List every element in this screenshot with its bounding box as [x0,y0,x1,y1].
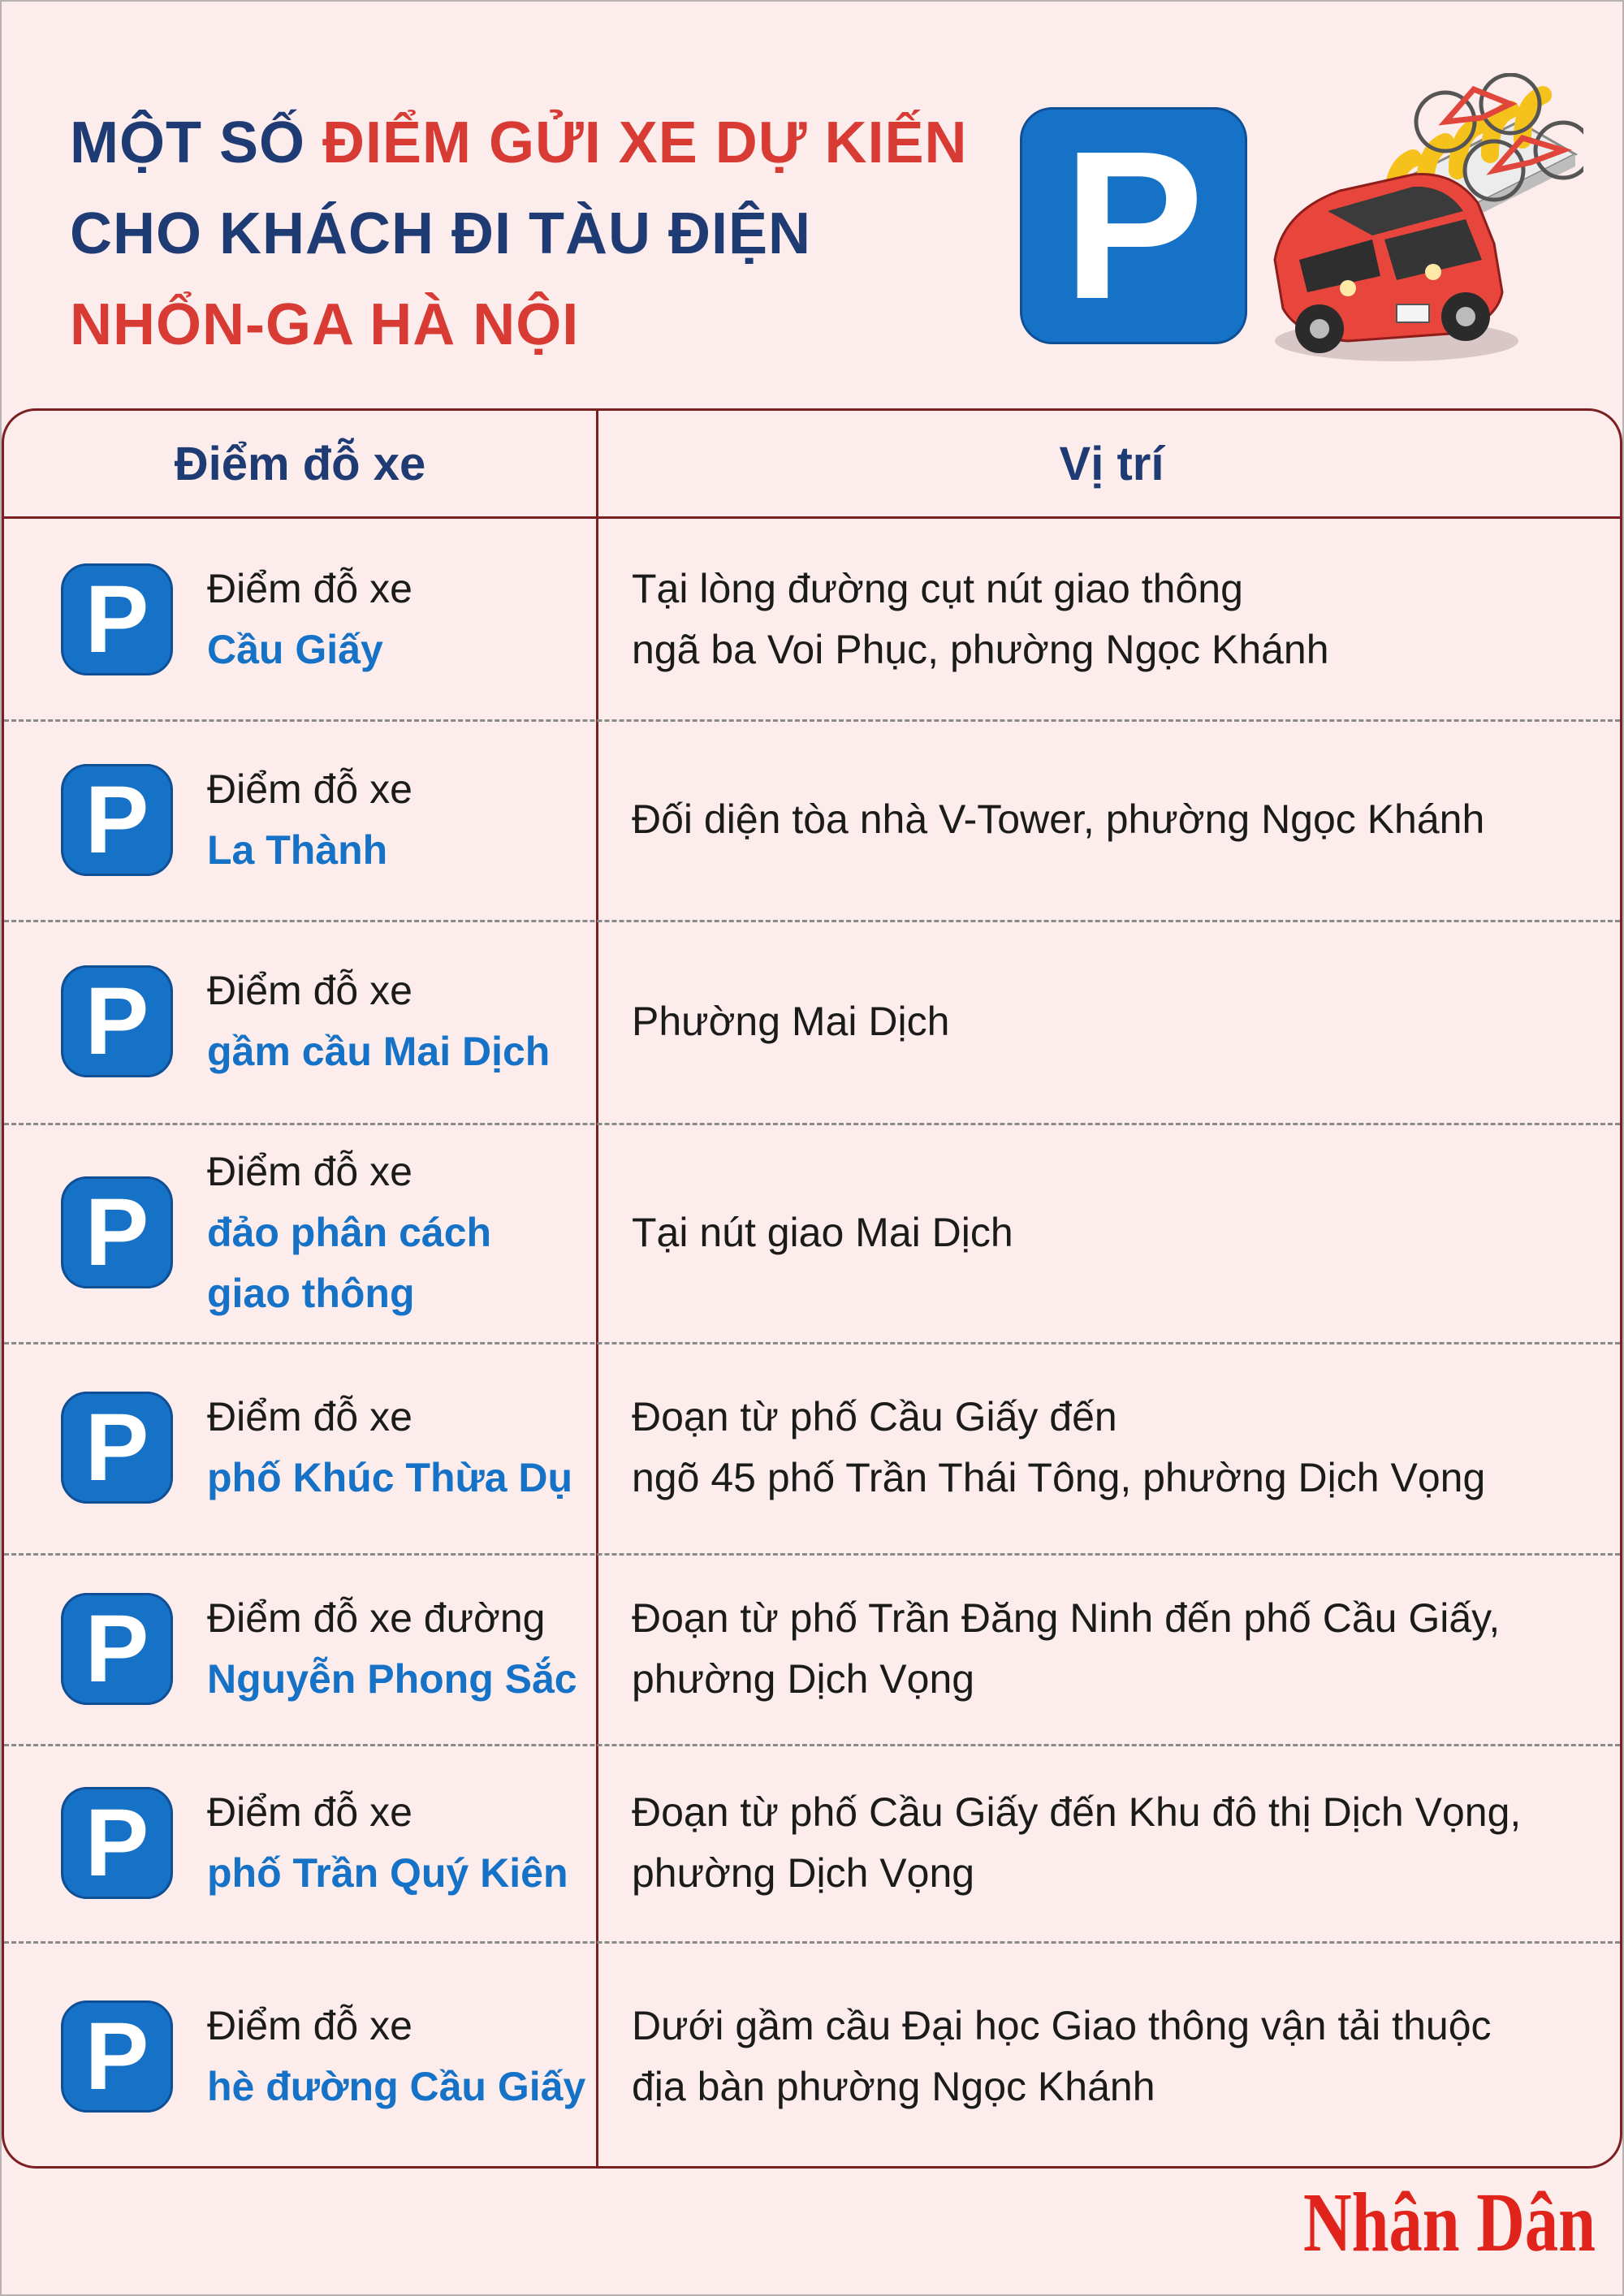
location-line: địa bàn phường Ngọc Khánh [632,2063,1155,2109]
location-text [632,1996,1598,2117]
location-line: ngã ba Voi Phục, phường Ngọc Khánh [632,626,1329,672]
table-row [4,1553,1620,1744]
parking-point-prefix: Điểm đỗ xe [207,2002,412,2048]
table-row [4,920,1620,1123]
header-location: Vị trí [1059,437,1164,490]
parking-point-prefix: Điểm đỗ xe đường [207,1595,546,1641]
location-line: Tại lòng đường cụt nút giao thông [632,565,1243,611]
location-text [632,1202,1598,1263]
parking-point-prefix: Điểm đỗ xe [207,1789,412,1835]
parking-point-highlight: Cầu Giấy [207,626,383,672]
parking-point-prefix: Điểm đỗ xe [207,1394,412,1439]
parking-point-highlight: Nguyễn Phong Sắc [207,1655,577,1702]
title-part-red: ĐIỂM GỬI XE DỰ KIẾN [322,110,968,175]
table-row [4,1744,1620,1941]
table-row [4,1941,1620,2169]
svg-text:Nhân Dân: Nhân Dân [1303,2176,1596,2265]
location-line: Dưới gầm cầu Đại học Giao thông vận tải thuộc [632,2002,1492,2048]
title-part-navy: MỘT SỐ [70,110,322,175]
parking-point-name [207,960,550,1082]
parking-point-highlight: hè đường Cầu Giấy [207,2063,586,2109]
parking-point-highlight: giao thông [207,1270,415,1316]
location-line: Tại nút giao Mai Dịch [632,1209,1013,1255]
table-row [4,1342,1620,1553]
parking-icon: P [61,1787,173,1899]
parking-point-prefix: Điểm đỗ xe [207,1148,412,1194]
location-line: Phường Mai Dịch [632,998,950,1044]
location-line: ngõ 45 phố Trần Thái Tông, phường Dịch Vọng [632,1455,1486,1500]
location-text [632,1387,1598,1508]
page-title [70,97,968,370]
location-text [632,1782,1598,1904]
parking-icon: P [61,563,173,675]
location-line: Đoạn từ phố Trần Đăng Ninh đến phố Cầu Giấy, [632,1595,1501,1641]
parking-point-prefix: Điểm đỗ xe [207,565,412,611]
location-text [632,991,1598,1052]
parking-point-name [207,1387,572,1508]
nhan-dan-logo [1299,2176,1600,2265]
table-row [4,719,1620,920]
parking-table [2,408,1622,2169]
location-line: Đoạn từ phố Cầu Giấy đến [632,1394,1117,1439]
parking-point-prefix: Điểm đỗ xe [207,968,412,1013]
parking-icon: P [61,2000,173,2113]
parking-point-name [207,1142,491,1324]
parking-icon: P [61,1176,173,1288]
parking-point-highlight: đảo phân cách [207,1209,492,1255]
parking-icon: P [61,764,173,876]
parking-point-name [207,759,412,881]
location-line: Đoạn từ phố Cầu Giấy đến Khu đô thị Dịch Vọng, [632,1789,1522,1835]
location-text [632,559,1598,680]
parking-point-highlight: phố Khúc Thừa Dụ [207,1455,573,1500]
location-line: Đối diện tòa nhà V-Tower, phường Ngọc Khánh [632,796,1485,842]
parking-point-name [207,559,412,680]
parking-icon: P [61,1593,173,1705]
parking-point-prefix: Điểm đỗ xe [207,766,412,812]
title-line-2: CHO KHÁCH ĐI TÀU ĐIỆN [70,201,811,266]
header-parking-point: Điểm đỗ xe [174,437,426,490]
title-line-1 [70,97,968,188]
location-text [632,789,1598,850]
car-bicycle-illustration [1250,73,1583,382]
parking-point-highlight: gầm cầu Mai Dịch [207,1029,551,1074]
location-text [632,1588,1598,1710]
parking-sign-icon: P [1020,107,1247,344]
table-row [4,1123,1620,1342]
parking-point-name [207,1782,568,1904]
location-line: phường Dịch Vọng [632,1655,975,1702]
parking-icon: P [61,965,173,1077]
location-line: phường Dịch Vọng [632,1849,975,1896]
title-line-3: NHỔN-GA HÀ NỘI [70,292,580,357]
parking-point-name [207,1996,585,2117]
parking-point-name [207,1588,577,1710]
parking-point-highlight: La Thành [207,826,388,873]
table-row [4,519,1620,719]
parking-icon: P [61,1392,173,1504]
parking-point-highlight: phố Trần Quý Kiên [207,1849,568,1896]
